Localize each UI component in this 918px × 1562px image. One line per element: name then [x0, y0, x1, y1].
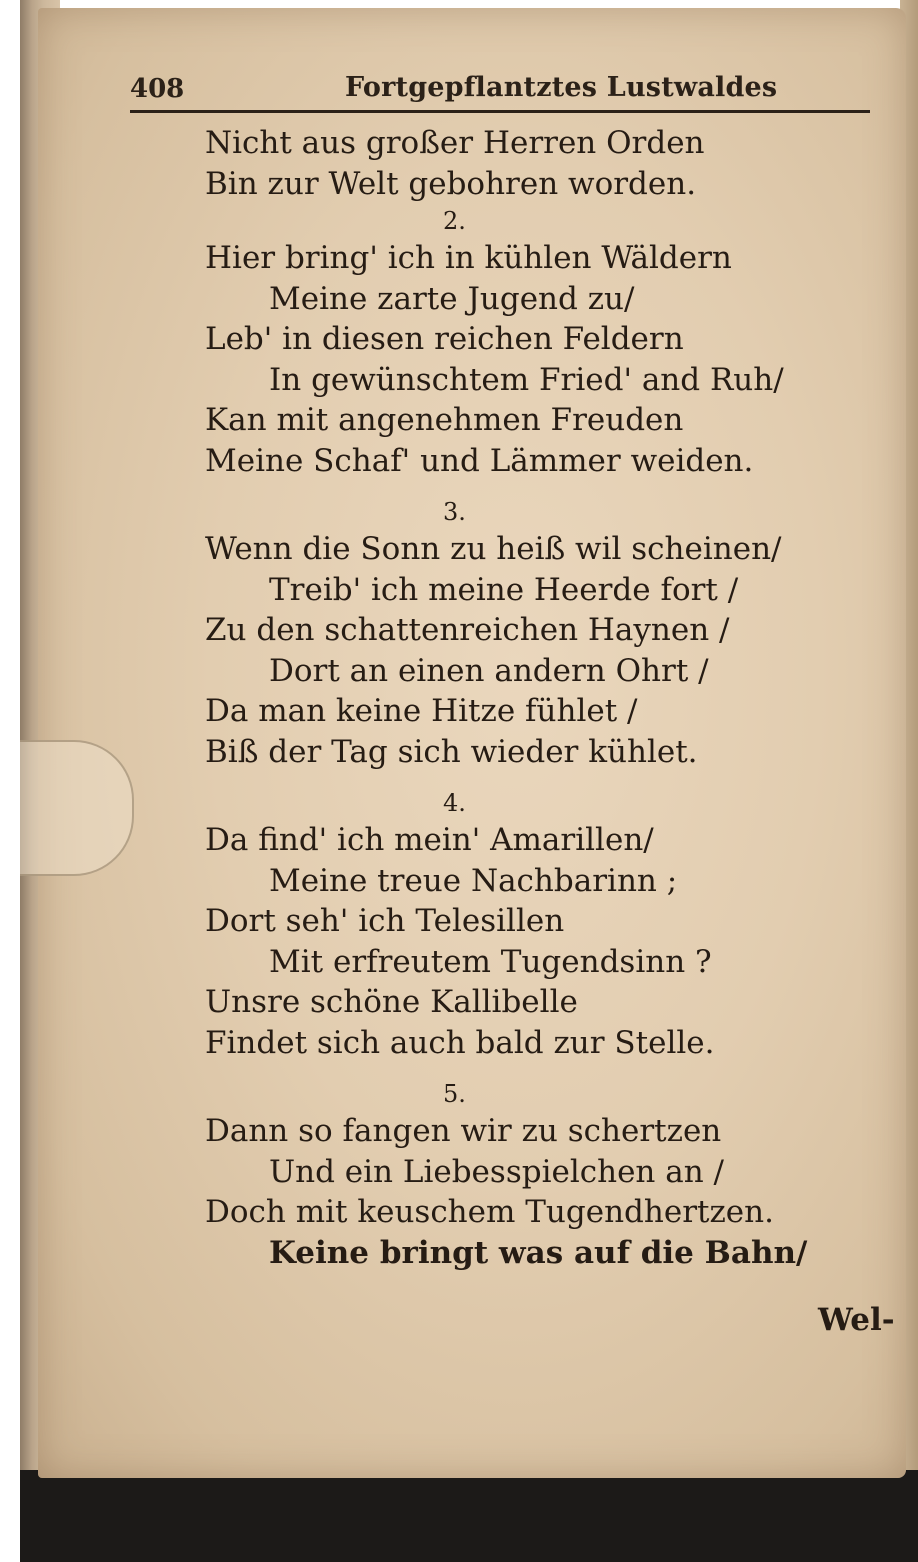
verse-line: Da find' ich mein' Amarillen/ [205, 822, 654, 858]
verse-line: Da man keine Hitze fühlet / [205, 693, 638, 729]
stanza-gap [205, 481, 845, 495]
poem-text [205, 123, 845, 1273]
verse-line: Unsre schöne Kallibelle [205, 984, 578, 1020]
verse-line: Wenn die Sonn zu heiß wil scheinen/ [205, 531, 782, 567]
verse-line: In gewünschtem Fried' and Ruh/ [269, 361, 784, 398]
verse-line: Meine treue Nachbarinn ; [269, 862, 678, 899]
verse-line: Mit erfreutem Tugendsinn ? [269, 943, 712, 980]
stanza-number: 5. [443, 1080, 466, 1108]
stanza-number: 3. [443, 498, 466, 526]
verse-line: Nicht aus großer Herren Orden [205, 125, 705, 161]
verse-line: Keine bringt was auf die Bahn/ [269, 1234, 808, 1271]
stanza-number: 2. [443, 207, 466, 235]
verse-line: Treib' ich meine Heerde fort / [269, 571, 739, 608]
verse-line: Kan mit angenehmen Freuden [205, 402, 684, 438]
verse-line: Biß der Tag sich wieder kühlet. [205, 733, 698, 770]
header-rule [130, 110, 870, 113]
verse-line: Doch mit keuschem Tugendhertzen. [205, 1194, 774, 1230]
verse-line: Dort an einen andern Ohrt / [269, 652, 709, 689]
page-header [130, 68, 870, 118]
page-fold-shadow [20, 740, 134, 876]
verse-line: Leb' in diesen reichen Feldern [205, 321, 684, 357]
verse-line: Zu den schattenreichen Haynen / [205, 612, 730, 648]
verse-line: Dann so fangen wir zu schertzen [205, 1113, 722, 1149]
running-head: Fortgepflantztes Lustwaldes [345, 72, 778, 103]
verse-line: Bin zur Welt gebohren worden. [205, 165, 697, 202]
page-number: 408 [130, 74, 185, 104]
catchword: Wel- [818, 1302, 895, 1338]
stanza-gap [205, 772, 845, 786]
verse-line: Findet sich auch bald zur Stelle. [205, 1024, 715, 1061]
verse-line: Und ein Liebesspielchen an / [269, 1153, 724, 1190]
stanza-number: 4. [443, 789, 466, 817]
verse-line: Hier bring' ich in kühlen Wäldern [205, 240, 732, 276]
verse-line: Dort seh' ich Telesillen [205, 903, 565, 939]
verse-line: Meine zarte Jugend zu/ [269, 280, 635, 317]
verse-line: Meine Schaf' und Lämmer weiden. [205, 442, 754, 479]
scanner-background [20, 1470, 918, 1562]
stanza-gap [205, 1063, 845, 1077]
